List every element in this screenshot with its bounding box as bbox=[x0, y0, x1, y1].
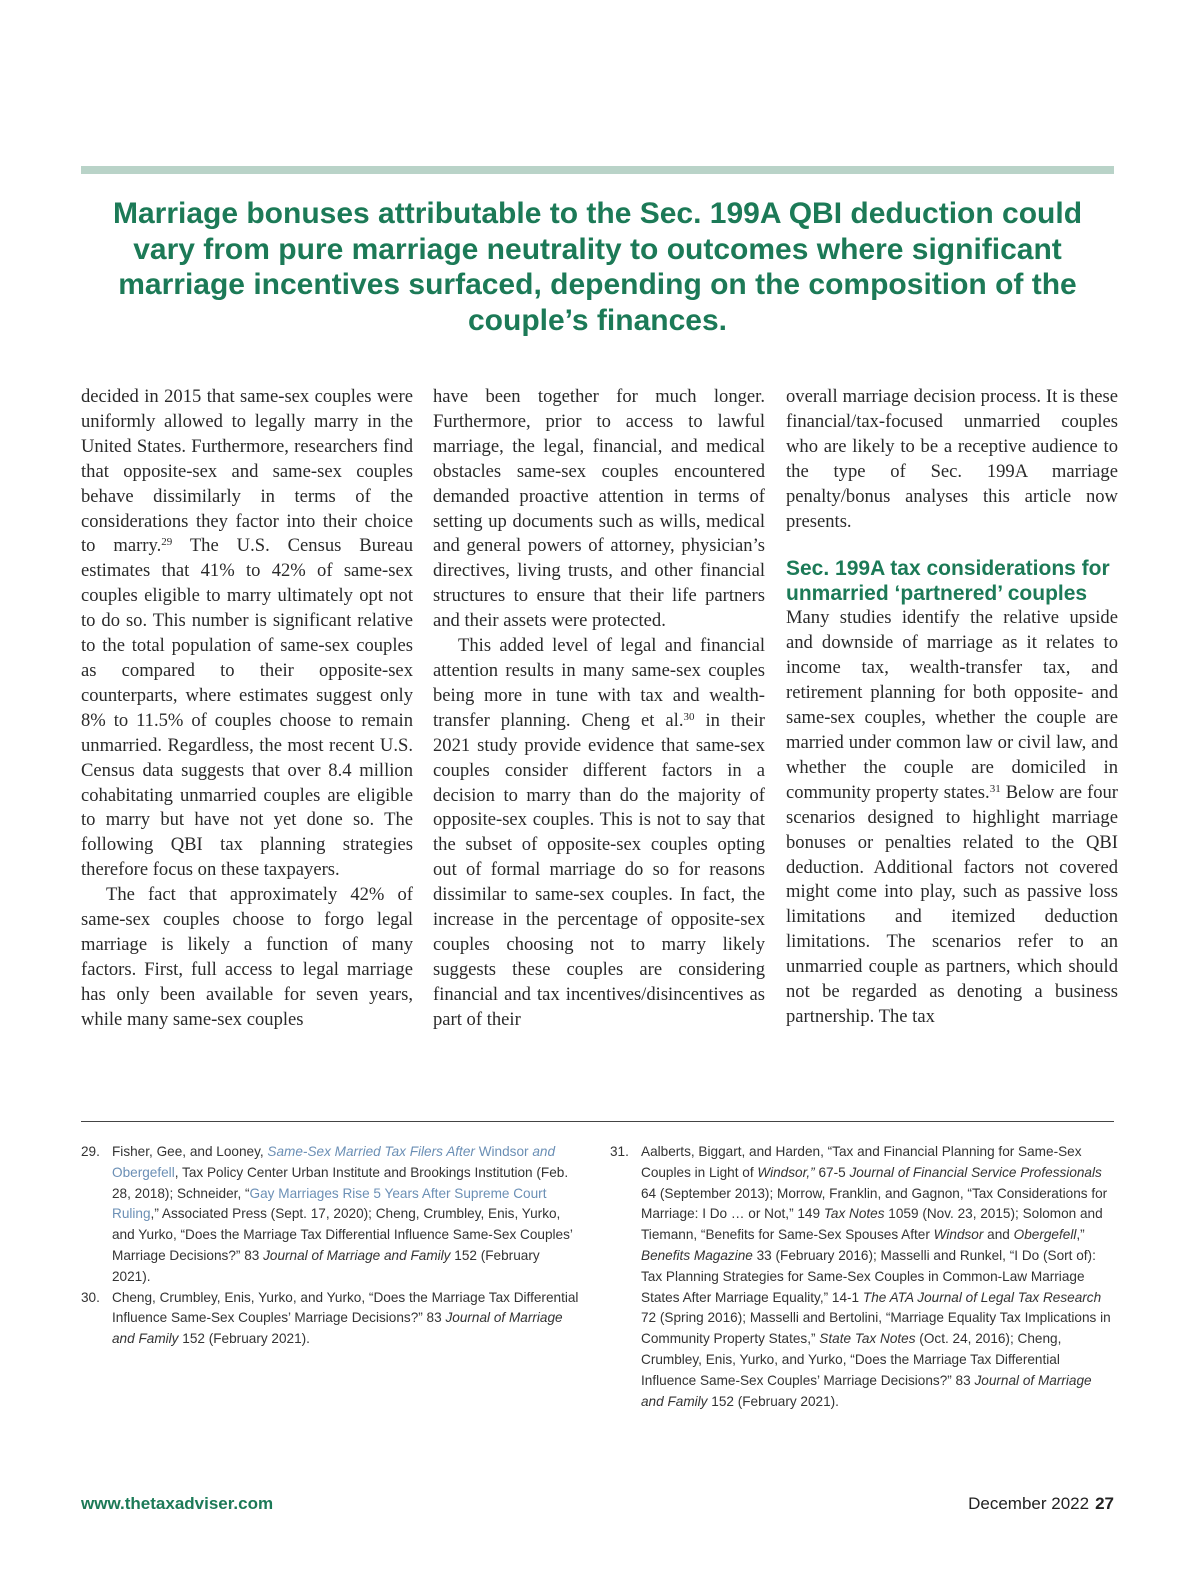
page-number: 27 bbox=[1095, 1494, 1114, 1513]
footnote-number: 31. bbox=[610, 1144, 629, 1159]
paragraph: overall marriage decision process. It is these financial/tax-focused unmarried couples who are likely to be a receptive audience to the type of Sec. 199A marriage penalty/bonus analyses this article now presents. bbox=[786, 386, 1118, 532]
footnote-link[interactable]: Gay Marriages Rise 5 Years After Supreme Court Ruling bbox=[112, 1185, 547, 1222]
footnote-ref-31[interactable]: 31 bbox=[989, 782, 1001, 795]
top-accent-rule bbox=[81, 166, 1114, 174]
paragraph: Many studies identify the relative upside and downside of marriage as it relates to income tax, wealth-transfer tax, and retirement planning for both opposite- and same-sex couples, whether the couple are married under common law or civil law, and whether the couple are domiciled in community property states.$^{31}$ Below are four scenarios designed to highlight marriage bonuses or penalties related to the QBI deduction. Additional factors not covered might come into play, such as passive loss limitations and itemized deduction limitations. The scenarios refer to an unmarried couple as partners, which should not be regarded as denoting a business partnership. The tax bbox=[786, 607, 1118, 1027]
body-column-2 bbox=[433, 385, 765, 1033]
section-heading: Sec. 199A tax considerations for unmarried ‘partnered’ couples bbox=[786, 557, 1110, 606]
issue-date: December 2022 bbox=[968, 1494, 1090, 1513]
footnote-30: 30. Cheng, Crumbley, Enis, Yurko, and Yurko, “Does the Marriage Tax Differential Influence Same-Sex Couples’ Marriage Decisions?” 83 Journal of Marriage and Family 152 (February 2021). bbox=[81, 1289, 579, 1347]
footnotes-left bbox=[81, 1142, 581, 1350]
paragraph: have been together for much longer. Furthermore, prior to access to lawful marriage, the legal, financial, and medical obstacles same-sex couples encountered demanded proactive attention in terms of setting up documents such as wills, medical and general powers of attorney, physician’s directives, living trusts, and other financial structures to ensure that their life partners and their assets were protected. bbox=[433, 386, 765, 632]
footnote-31: 31. Aalberts, Biggart, and Harden, “Tax and Financial Planning for Same-Sex Couples in Light of Windsor,” 67-5 Journal of Financial Service Professionals 64 (September 2013); Morrow, Franklin, and Gagnon, “Tax Considerations for Marriage: I Do … or Not,” 149 Tax Notes 1059 (Nov. 23, 2015); Solomon and Tiemann, “Benefits for Same-Sex Spouses After Windsor and Obergefell,” Benefits Magazine 33 (February 2016); Masselli and Runkel, “I Do (Sort of): Tax Planning Strategies for Same-Sex Couples in Common-Law Marriage States After Marriage Equality,” 14-1 The ATA Journal of Legal Tax Research 72 (Spring 2016); Masselli and Bertolini, “Marriage Equality Tax Implications in Community Property States,” State Tax Notes (Oct. 24, 2016); Cheng, Crumbley, Enis, Yurko, and Yurko, “Does the Marriage Tax Differential Influence Same-Sex Couples’ Marriage Decisions?” 83 Journal of Marriage and Family 152 (February 2021). bbox=[610, 1144, 1111, 1409]
footnotes-right bbox=[610, 1142, 1114, 1412]
body-column-1 bbox=[81, 385, 413, 1033]
paragraph: The fact that approximately 42% of same-sex couples choose to forgo legal marriage is likely a function of many factors. First, full access to legal marriage has only been available for seven years, while many same-sex couples bbox=[81, 884, 413, 1030]
footnote-divider bbox=[81, 1121, 1114, 1122]
footnote-link[interactable]: Same-Sex Married Tax Filers After Windsor and Obergefell bbox=[112, 1144, 556, 1180]
website-link[interactable]: www.thetaxadviser.com bbox=[81, 1494, 274, 1513]
page-info bbox=[968, 1494, 1114, 1514]
footnote-number: 30. bbox=[81, 1289, 100, 1305]
pull-quote: Marriage bonuses attributable to the Sec. 199A QBI deduction could vary from pure marriage neutrality to outcomes where significant marriage incentives surfaced, depending on the composition of the couple’s finances. bbox=[112, 197, 1083, 337]
footnote-29: 29. Fisher, Gee, and Looney, Same-Sex Married Tax Filers After Windsor and Obergefell, Tax Policy Center Urban Institute and Brookings Institution (Feb. 28, 2018); Schneider, “Gay Marriages Rise 5 Years After Supreme Court Ruling,” Associated Press (Sept. 17, 2020); Cheng, Crumbley, Enis, Yurko, and Yurko, “Does the Marriage Tax Differential Influence Same-Sex Couples’ Marriage Decisions?” 83 Journal of Marriage and Family 152 (February 2021). bbox=[81, 1144, 573, 1284]
body-column-3 bbox=[786, 385, 1118, 1030]
paragraph: decided in 2015 that same-sex couples were uniformly allowed to legally marry in the United States. Furthermore, researchers find that opposite-sex and same-sex couples behave dissimilarly in terms of the considerations they factor into their choice to marry.$^{29}$ The U.S. Census Bureau estimates that 41% to 42% of same-sex couples eligible to marry ultimately opt not to do so. This number is significant relative to the total population of same-sex couples as compared to their opposite-sex counterparts, where estimates suggest only 8% to 11.5% of couples choose to remain unmarried. Regardless, the most recent U.S. Census data suggests that over 8.4 million cohabitating unmarried couples are eligible to marry but have not yet done so. The following QBI tax planning strategies therefore focus on these taxpayers. bbox=[81, 386, 413, 881]
paragraph: This added level of legal and financial attention results in many same-sex couples being more in tune with tax and wealth-transfer planning. Cheng et al.$^{30}$ in their 2021 study provide evidence that same-sex couples consider different factors in a decision to marry than do the majority of opposite-sex couples. This is not to say that the subset of opposite-sex couples opting out of formal marriage do so for reasons dissimilar to same-sex couples. In fact, the increase in the percentage of opposite-sex couples choosing not to marry likely suggests these couples are considering financial and tax incentives/disincentives as part of their bbox=[433, 635, 765, 1030]
footnote-number: 29. bbox=[81, 1144, 100, 1159]
footnote-ref-30[interactable]: 30 bbox=[683, 710, 695, 723]
footnote-ref-29[interactable]: 29 bbox=[161, 536, 173, 549]
